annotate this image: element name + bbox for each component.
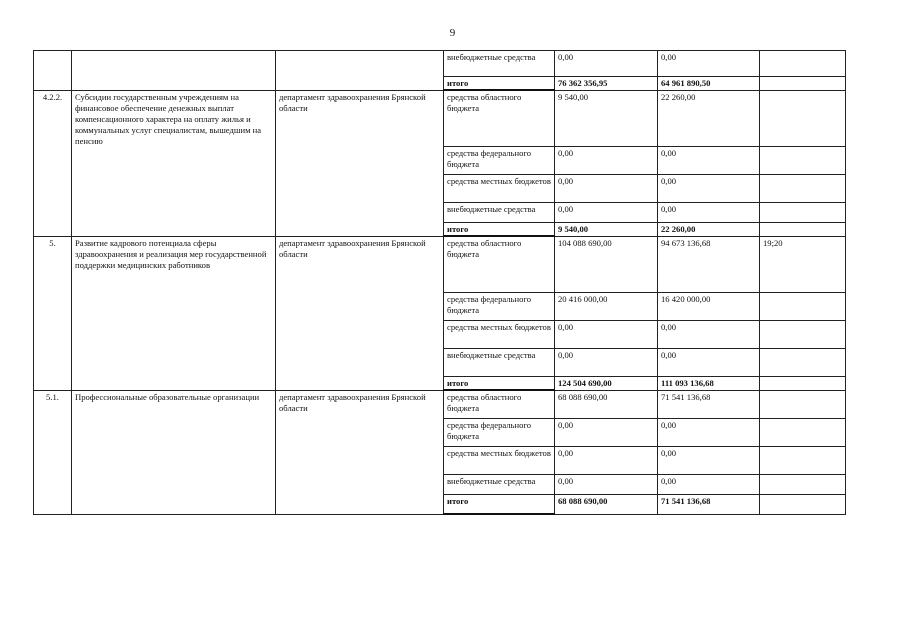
funding-source-cell: итого — [444, 376, 555, 390]
amount-col1-cell: 0,00 — [555, 348, 658, 376]
amount-col1-cell: 9 540,00 — [555, 222, 658, 236]
amount-col2-cell: 94 673 136,68 — [658, 236, 760, 292]
funding-source-cell: внебюджетные средства — [444, 348, 555, 376]
amount-col1-cell: 0,00 — [555, 174, 658, 202]
indicator-cell — [760, 446, 846, 474]
amount-col1-cell: 0,00 — [555, 202, 658, 222]
funding-source-cell: итого — [444, 494, 555, 514]
indicator-cell — [760, 376, 846, 390]
indicator-cell — [760, 146, 846, 174]
indicator-cell — [760, 494, 846, 514]
amount-col2-cell: 0,00 — [658, 348, 760, 376]
funding-source-cell: средства местных бюджетов — [444, 174, 555, 202]
indicator-cell — [760, 222, 846, 236]
funding-source-cell: средства федерального бюджета — [444, 418, 555, 446]
amount-col2-cell: 71 541 136,68 — [658, 390, 760, 418]
amount-col1-cell: 9 540,00 — [555, 90, 658, 146]
measure-name-cell: Развитие кадрового потенциала сферы здравоохранения и реализация мер государственной поддержки медицинских работников — [72, 236, 276, 390]
measure-name-cell — [72, 51, 276, 91]
indicator-cell — [760, 202, 846, 222]
executor-cell: департамент здравоохранения Брянской области — [276, 390, 444, 514]
amount-col1-cell: 0,00 — [555, 146, 658, 174]
measure-name-cell: Субсидии государственным учреждениям на финансовое обеспечение денежных выплат компенсационного характера на оплату жилья и коммунальных услуг специалистам, вышедшим на пенсию — [72, 90, 276, 236]
indicator-cell: 19;20 — [760, 236, 846, 292]
indicator-cell — [760, 390, 846, 418]
amount-col1-cell: 0,00 — [555, 320, 658, 348]
amount-col2-cell: 22 260,00 — [658, 222, 760, 236]
row-number-cell — [34, 51, 72, 91]
indicator-cell — [760, 174, 846, 202]
table-row — [34, 390, 846, 418]
amount-col2-cell: 16 420 000,00 — [658, 292, 760, 320]
page-number: 9 — [449, 27, 456, 39]
funding-source-cell: средства федерального бюджета — [444, 146, 555, 174]
funding-source-cell: средства областного бюджета — [444, 90, 555, 146]
amount-col2-cell: 0,00 — [658, 146, 760, 174]
indicator-cell — [760, 474, 846, 494]
amount-col1-cell: 0,00 — [555, 51, 658, 77]
amount-col2-cell: 22 260,00 — [658, 90, 760, 146]
amount-col2-cell: 0,00 — [658, 174, 760, 202]
amount-col2-cell: 0,00 — [658, 51, 760, 77]
indicator-cell — [760, 292, 846, 320]
amount-col2-cell: 64 961 890,50 — [658, 77, 760, 91]
amount-col1-cell: 124 504 690,00 — [555, 376, 658, 390]
amount-col1-cell: 0,00 — [555, 418, 658, 446]
row-number-cell: 5. — [34, 236, 72, 390]
amount-col1-cell: 68 088 690,00 — [555, 494, 658, 514]
funding-source-cell: итого — [444, 77, 555, 91]
amount-col2-cell: 0,00 — [658, 202, 760, 222]
amount-col1-cell: 0,00 — [555, 446, 658, 474]
indicator-cell — [760, 90, 846, 146]
table-row — [34, 51, 846, 77]
measure-name-cell: Профессиональные образовательные организации — [72, 390, 276, 514]
amount-col1-cell: 68 088 690,00 — [555, 390, 658, 418]
row-number-cell: 4.2.2. — [34, 90, 72, 236]
funding-source-cell: итого — [444, 222, 555, 236]
funding-source-cell: средства местных бюджетов — [444, 446, 555, 474]
amount-col2-cell: 0,00 — [658, 474, 760, 494]
executor-cell: департамент здравоохранения Брянской области — [276, 236, 444, 390]
amount-col2-cell: 111 093 136,68 — [658, 376, 760, 390]
budget-table — [33, 50, 846, 515]
amount-col2-cell: 0,00 — [658, 320, 760, 348]
amount-col2-cell: 71 541 136,68 — [658, 494, 760, 514]
funding-source-cell: средства федерального бюджета — [444, 292, 555, 320]
indicator-cell — [760, 51, 846, 77]
executor-cell: департамент здравоохранения Брянской области — [276, 90, 444, 236]
amount-col1-cell: 20 416 000,00 — [555, 292, 658, 320]
amount-col2-cell: 0,00 — [658, 446, 760, 474]
amount-col1-cell: 104 088 690,00 — [555, 236, 658, 292]
amount-col2-cell: 0,00 — [658, 418, 760, 446]
indicator-cell — [760, 348, 846, 376]
executor-cell — [276, 51, 444, 91]
table-row — [34, 90, 846, 146]
table-row — [34, 236, 846, 292]
amount-col1-cell: 0,00 — [555, 474, 658, 494]
funding-source-cell: средства областного бюджета — [444, 236, 555, 292]
funding-source-cell: внебюджетные средства — [444, 202, 555, 222]
amount-col1-cell: 76 362 356,95 — [555, 77, 658, 91]
funding-source-cell: внебюджетные средства — [444, 51, 555, 77]
indicator-cell — [760, 418, 846, 446]
funding-source-cell: средства областного бюджета — [444, 390, 555, 418]
row-number-cell: 5.1. — [34, 390, 72, 514]
indicator-cell — [760, 320, 846, 348]
indicator-cell — [760, 77, 846, 91]
funding-source-cell: средства местных бюджетов — [444, 320, 555, 348]
funding-source-cell: внебюджетные средства — [444, 474, 555, 494]
table-body — [34, 51, 846, 515]
